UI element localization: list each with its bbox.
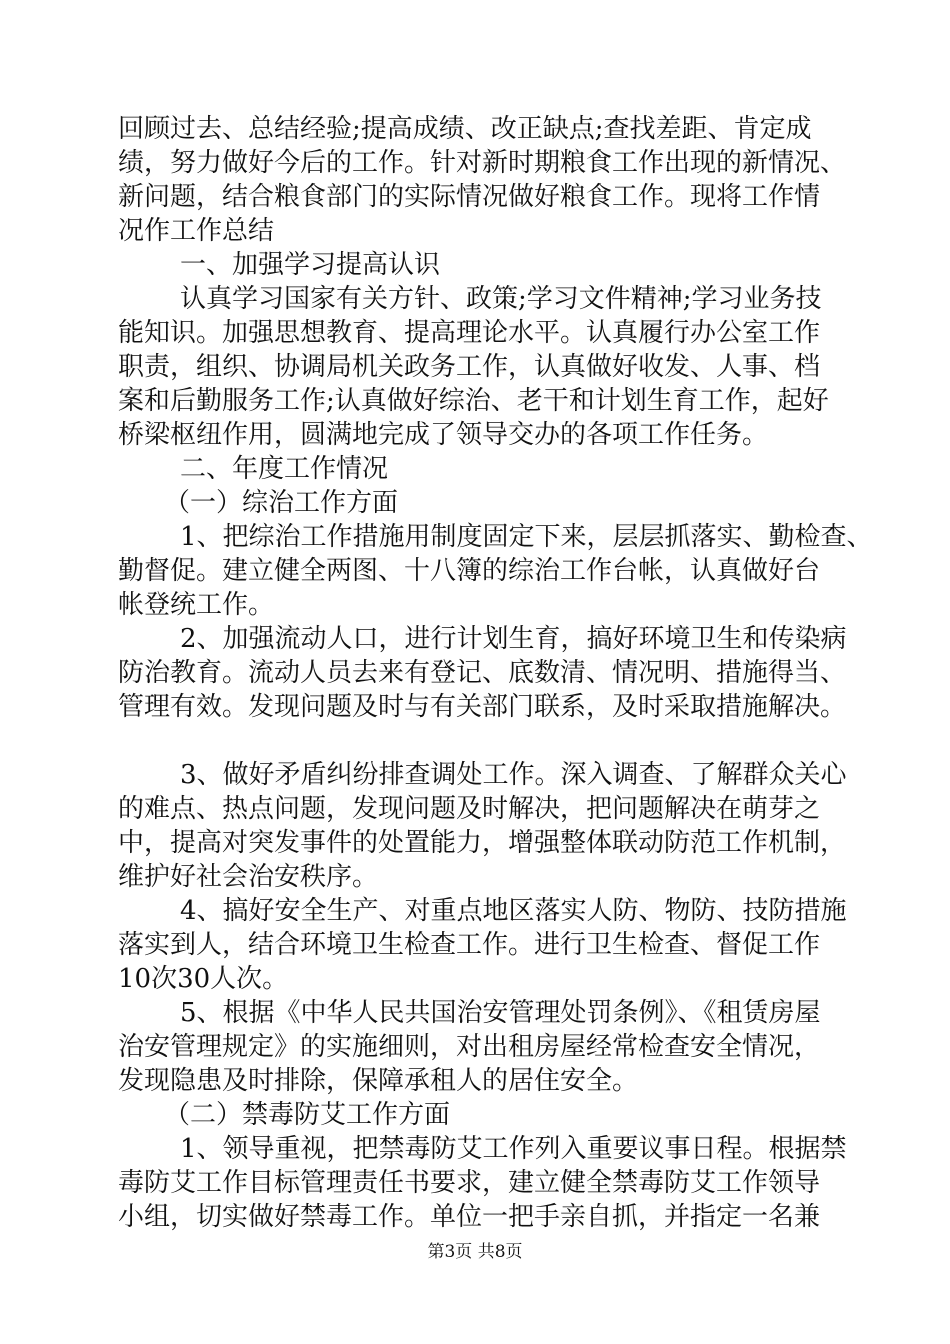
section-heading: 二、年度工作情况 (180, 454, 389, 484)
text-line: 1、把综治工作措施用制度固定下来，层层抓落实、勤检查、 (180, 522, 873, 552)
text-line: 回顾过去、总结经验;提高成绩、改正缺点;查找差距、肯定成 (118, 114, 812, 144)
text-line: 小组，切实做好禁毒工作。单位一把手亲自抓，并指定一名兼 (118, 1202, 821, 1232)
text-line: 2、加强流动人口，进行计划生育，搞好环境卫生和传染病 (180, 624, 847, 654)
subsection-heading: （一）综治工作方面 (164, 488, 399, 518)
text-line: 5、根据《中华人民共国治安管理处罚条例》、《租赁房屋 (180, 998, 821, 1028)
text-line: 1、领导重视，把禁毒防艾工作列入重要议事日程。根据禁 (180, 1134, 847, 1164)
text-line: 防治教育。流动人员去来有登记、底数清、情况明、措施得当、 (118, 658, 847, 688)
text-line: 职责，组织、协调局机关政务工作，认真做好收发、人事、档 (118, 352, 821, 382)
text-line: 10次30人次。 (118, 964, 289, 994)
text-line: 3、做好矛盾纠纷排查调处工作。深入调查、了解群众关心 (180, 760, 847, 790)
text-line: 4、搞好安全生产、对重点地区落实人防、物防、技防措施 (180, 896, 847, 926)
text-line: 能知识。加强思想教育、提高理论水平。认真履行办公室工作 (118, 318, 821, 348)
section-heading: 一、加强学习提高认识 (180, 250, 441, 280)
subsection-heading: （二）禁毒防艾工作方面 (164, 1100, 451, 1130)
page-number-footer: 第3页 共8页 (427, 1242, 523, 1262)
text-line: 认真学习国家有关方针、政策;学习文件精神;学习业务技 (180, 284, 822, 314)
text-line: 中，提高对突发事件的处置能力，增强整体联动防范工作机制， (118, 828, 847, 858)
text-line: 管理有效。发现问题及时与有关部门联系，及时采取措施解决。 (118, 692, 847, 722)
text-line: 毒防艾工作目标管理责任书要求，建立健全禁毒防艾工作领导 (118, 1168, 821, 1198)
text-line: 桥梁枢纽作用，圆满地完成了领导交办的各项工作任务。 (118, 420, 769, 450)
text-line: 发现隐患及时排除，保障承租人的居住安全。 (118, 1066, 639, 1096)
text-line: 勤督促。建立健全两图、十八簿的综治工作台帐，认真做好台 (118, 556, 821, 586)
text-line: 落实到人，结合环境卫生检查工作。进行卫生检查、督促工作 (118, 930, 821, 960)
text-line: 的难点、热点问题，发现问题及时解决，把问题解决在萌芽之 (118, 794, 821, 824)
text-line: 维护好社会治安秩序。 (118, 862, 379, 892)
text-line: 案和后勤服务工作;认真做好综治、老干和计划生育工作，起好 (118, 386, 829, 416)
text-line: 新问题，结合粮食部门的实际情况做好粮食工作。现将工作情 (118, 182, 821, 212)
text-line: 治安管理规定》的实施细则，对出租房屋经常检查安全情况， (118, 1032, 821, 1062)
text-line: 绩，努力做好今后的工作。针对新时期粮食工作出现的新情况、 (118, 148, 847, 178)
text-line: 帐登统工作。 (118, 590, 275, 620)
text-line: 况作工作总结 (118, 216, 275, 246)
